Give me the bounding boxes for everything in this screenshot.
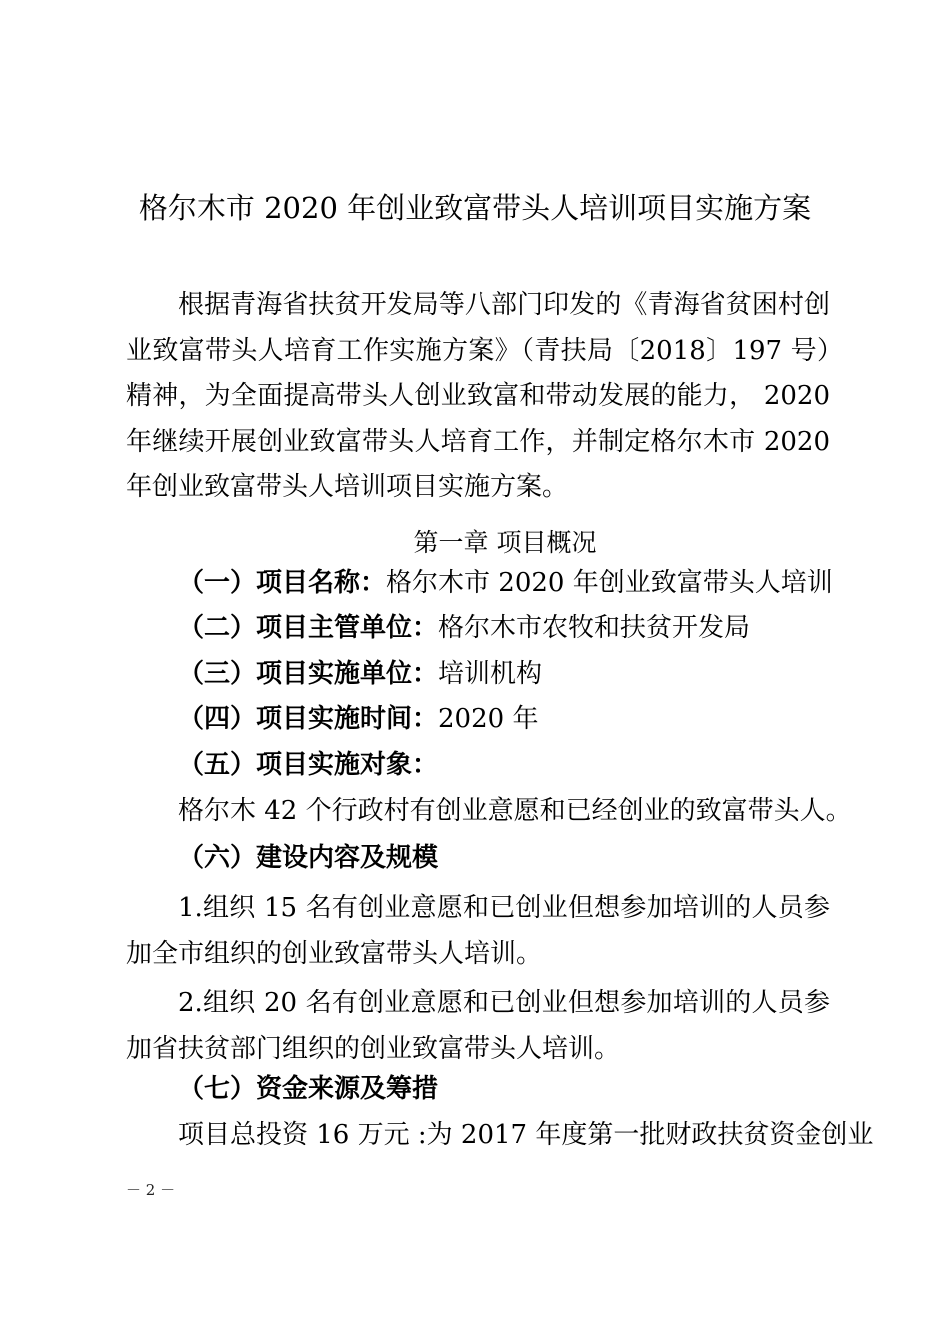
- item-value: 2020 年: [438, 704, 539, 734]
- section-7-text: 项目总投资 16 万元 :为 2017 年度第一批财政扶贫资金创业: [178, 1120, 874, 1150]
- item-value: 培训机构: [438, 659, 543, 689]
- item-label: （二）项目主管单位：: [178, 613, 439, 643]
- section-6-item-1: 1.组织 15 名有创业意愿和已创业但想参加培训的人员参加全市组织的创业致富带头人培训。: [126, 893, 830, 969]
- section-6-heading: （六）建设内容及规模: [178, 843, 439, 873]
- item-project-name: [178, 561, 833, 606]
- item-label: （五）项目实施对象：: [178, 750, 439, 780]
- section-7-heading: （七）资金来源及筹措: [178, 1074, 439, 1104]
- chapter-heading: 第一章 项目概况: [413, 528, 597, 557]
- item-implementing-unit: [178, 652, 542, 697]
- item-target-group: [178, 743, 438, 788]
- document-title: 格尔木市 2020 年创业致富带头人培训项目实施方案: [138, 191, 812, 225]
- section-6-item-2: 2.组织 20 名有创业意愿和已创业但想参加培训的人员参加省扶贫部门组织的创业致富带头人培训。: [126, 988, 830, 1064]
- page-number: － 2 －: [126, 1181, 176, 1199]
- item-value: 格尔木市 2020 年创业致富带头人培训: [386, 568, 833, 598]
- item-label: （一）项目名称：: [178, 568, 387, 598]
- item-label: （三）项目实施单位：: [178, 659, 439, 689]
- item-supervising-unit: [178, 606, 750, 651]
- intro-paragraph: 根据青海省扶贫开发局等八部门印发的《青海省贫困村创业致富带头人培育工作实施方案》（青扶局〔2018〕197 号）精神，为全面提高带头人创业致富和带动发展的能力， 2020 年继续开展创业致富带头人培育工作，并制定格尔木市 2020 年创业致富带头人培训项目实施方案。: [126, 290, 830, 502]
- target-group-text: 格尔木 42 个行政村有创业意愿和已经创业的致富带头人。: [178, 796, 852, 826]
- item-label: （四）项目实施时间：: [178, 704, 439, 734]
- item-implementation-time: [178, 697, 538, 742]
- item-value: 格尔木市农牧和扶贫开发局: [438, 613, 751, 643]
